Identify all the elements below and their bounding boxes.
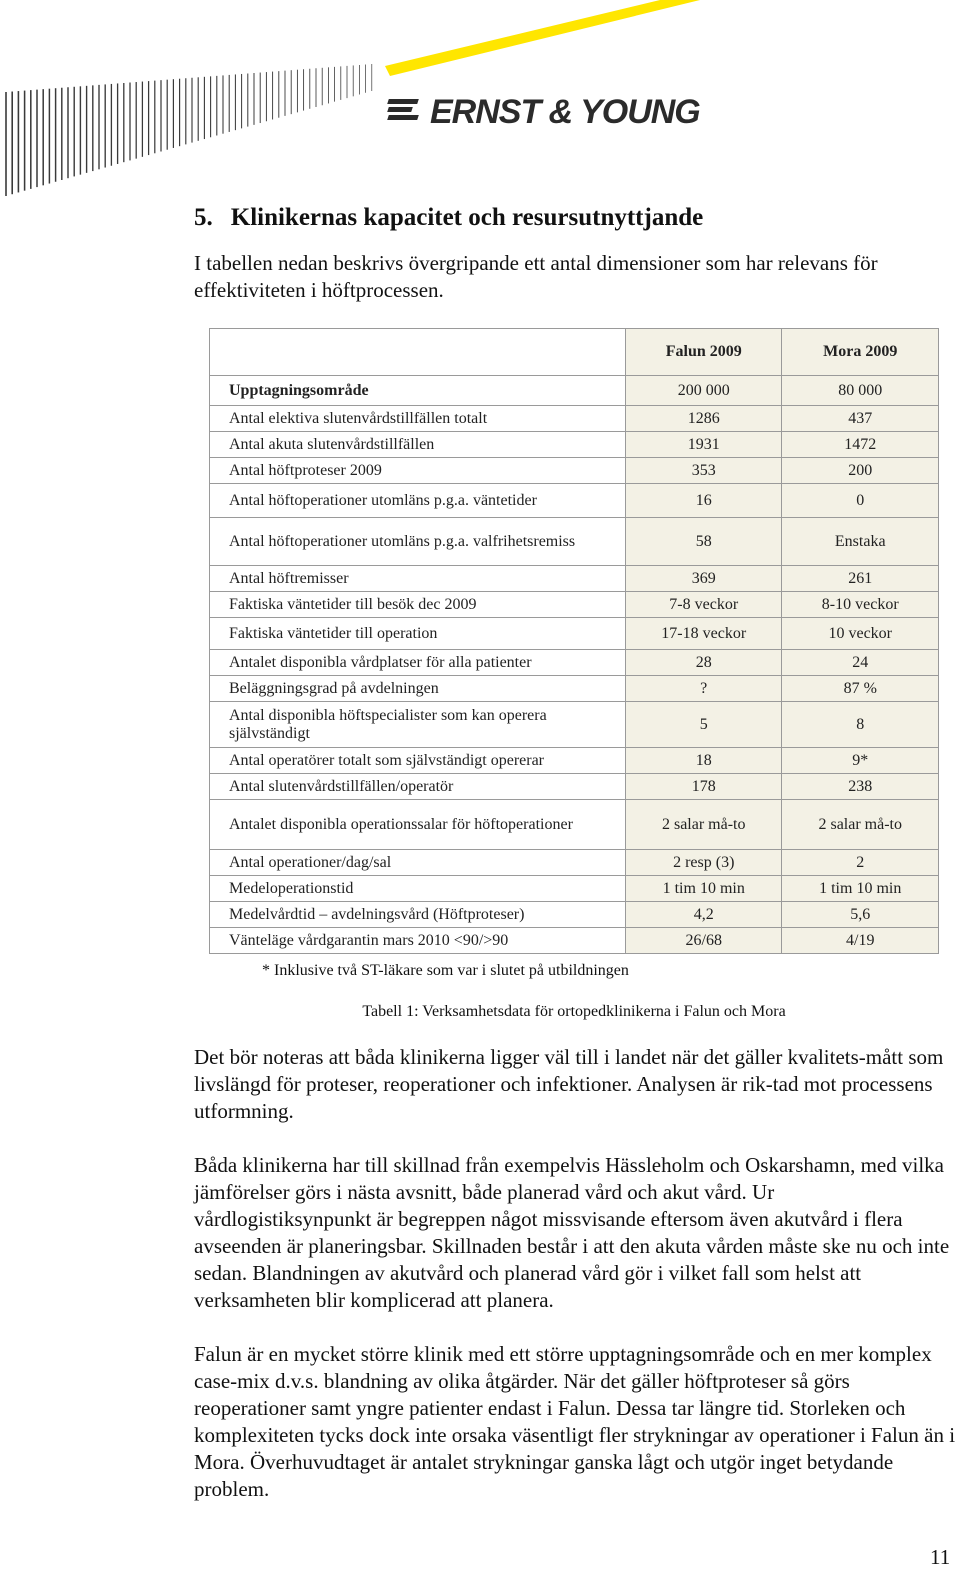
table-row (210, 850, 939, 876)
paragraph-3: Falun är en mycket större klinik med ett större upptagningsområde och en mer komplex case-mix d.v.s. blandning av olika åtgärder. När det gäller höftproteser så görs reoperationer samt yngre patienter endast i Falun. Dessa tar längre tid. Storleken och komplexiteten tycks dock inte orsaka väsentligt fler strykningar av operationer i Falun än i Mora. Överhuvudtaget är antalet strykningar ganska lågt och utgör inget betydande problem. (194, 1342, 956, 1501)
mora-value: 238 (782, 774, 939, 800)
mora-value: 0 (782, 484, 939, 518)
table-row (210, 676, 939, 702)
table-row (210, 748, 939, 774)
logo-text: ERNST & YOUNG (430, 92, 700, 131)
table-header-row (210, 329, 939, 376)
falun-value: 4,2 (626, 902, 782, 928)
row-label: Antal slutenvårdstillfällen/operatör (210, 774, 626, 800)
falun-value: 7-8 veckor (626, 592, 782, 618)
falun-value: 26/68 (626, 928, 782, 954)
falun-value: 1931 (626, 432, 782, 458)
mora-value: 5,6 (782, 902, 939, 928)
row-label: Antal höftremisser (210, 566, 626, 592)
logo-mark-icon (388, 97, 422, 127)
falun-value: 18 (626, 748, 782, 774)
mora-value: Enstaka (782, 518, 939, 566)
row-label: Beläggningsgrad på avdelningen (210, 676, 626, 702)
row-label: Antal operatörer totalt som självständigt opererar (210, 748, 626, 774)
row-label: Antal akuta slutenvårdstillfällen (210, 432, 626, 458)
table-row (210, 376, 939, 406)
row-label: Antal elektiva slutenvårdstillfällen totalt (210, 406, 626, 432)
paragraph-2: Båda klinikerna har till skillnad från exempelvis Hässleholm och Oskarshamn, med vilka jämförelser görs i nästa avsnitt, både planerad vård och akut vård. Ur vårdlogistiksynpunkt är begreppen något missvisande eftersom även akutvård i flera avseenden är planeringsbar. Skillnaden består i att den akuta vården måste ske nu och inte sedan. Blandningen av akutvård och planerad vård gör i vilket fall som helst att verksamheten blir komplicerad att planera. (194, 1153, 950, 1312)
row-label: Medeloperationstid (210, 876, 626, 902)
mora-value: 2 (782, 850, 939, 876)
falun-value: 28 (626, 650, 782, 676)
table-row (210, 592, 939, 618)
falun-value: 200 000 (626, 376, 782, 406)
table-row (210, 902, 939, 928)
row-label: Antal höftproteser 2009 (210, 458, 626, 484)
mora-value: 1472 (782, 432, 939, 458)
mora-value: 8-10 veckor (782, 592, 939, 618)
table-row (210, 484, 939, 518)
mora-value: 8 (782, 702, 939, 748)
falun-value: 2 resp (3) (626, 850, 782, 876)
section-number: 5. (194, 204, 213, 231)
table-row (210, 618, 939, 650)
row-label: Antal höftoperationer utomläns p.g.a. väntetider (210, 484, 626, 518)
falun-value: 17-18 veckor (626, 618, 782, 650)
mora-value: 200 (782, 458, 939, 484)
row-label: Antal höftoperationer utomläns p.g.a. valfrihetsremiss (210, 518, 626, 566)
mora-value: 261 (782, 566, 939, 592)
table-footnote: * Inklusive två ST-läkare som var i slutet på utbildningen (262, 962, 629, 979)
table-row (210, 774, 939, 800)
barcode-stripes (6, 64, 372, 196)
row-label: Faktiska väntetider till besök dec 2009 (210, 592, 626, 618)
falun-value: 16 (626, 484, 782, 518)
falun-value: 58 (626, 518, 782, 566)
row-label: Antal disponibla höftspecialister som kan operera självständigt (210, 702, 626, 748)
mora-value: 437 (782, 406, 939, 432)
ernst-young-logo (388, 92, 700, 132)
falun-value: ? (626, 676, 782, 702)
clinic-data-table (209, 328, 939, 954)
mora-value: 9* (782, 748, 939, 774)
table-row (210, 876, 939, 902)
row-label: Vänteläge vårdgarantin mars 2010 <90/>90 (210, 928, 626, 954)
falun-value: 1 tim 10 min (626, 876, 782, 902)
section-heading (194, 204, 703, 232)
table-row (210, 406, 939, 432)
header-falun: Falun 2009 (626, 329, 782, 376)
page-number: 11 (930, 1545, 951, 1569)
row-label: Upptagningsområde (210, 376, 626, 406)
table-row (210, 928, 939, 954)
falun-value: 1286 (626, 406, 782, 432)
yellow-beam (385, 0, 700, 76)
mora-value: 24 (782, 650, 939, 676)
table-row (210, 702, 939, 748)
row-label: Medelvårdtid – avdelningsvård (Höftproteser) (210, 902, 626, 928)
mora-value: 4/19 (782, 928, 939, 954)
falun-value: 353 (626, 458, 782, 484)
table-row (210, 650, 939, 676)
falun-value: 5 (626, 702, 782, 748)
falun-value: 2 salar må-to (626, 800, 782, 850)
row-label: Antalet disponibla vårdplatser för alla patienter (210, 650, 626, 676)
mora-value: 87 % (782, 676, 939, 702)
falun-value: 369 (626, 566, 782, 592)
row-label: Faktiska väntetider till operation (210, 618, 626, 650)
intro-paragraph: I tabellen nedan beskrivs övergripande ett antal dimensioner som har relevans för effektiviteten i höftprocessen. (194, 251, 878, 302)
table-row (210, 432, 939, 458)
table-row (210, 518, 939, 566)
table-row (210, 566, 939, 592)
table-caption: Tabell 1: Verksamhetsdata för ortopedklinikerna i Falun och Mora (362, 1003, 786, 1020)
header-empty (210, 329, 626, 376)
table-row (210, 800, 939, 850)
mora-value: 2 salar må-to (782, 800, 939, 850)
header-mora: Mora 2009 (782, 329, 939, 376)
paragraph-1: Det bör noteras att båda klinikerna ligger väl till i landet när det gäller kvalitets-mått som livslängd för proteser, reoperationer och infektioner. Analysen är rik-tad mot processens utformning. (194, 1045, 944, 1123)
mora-value: 1 tim 10 min (782, 876, 939, 902)
falun-value: 178 (626, 774, 782, 800)
row-label: Antalet disponibla operationssalar för höftoperationer (210, 800, 626, 850)
mora-value: 80 000 (782, 376, 939, 406)
mora-value: 10 veckor (782, 618, 939, 650)
row-label: Antal operationer/dag/sal (210, 850, 626, 876)
section-title: Klinikernas kapacitet och resursutnyttjande (230, 204, 704, 231)
table-row (210, 458, 939, 484)
